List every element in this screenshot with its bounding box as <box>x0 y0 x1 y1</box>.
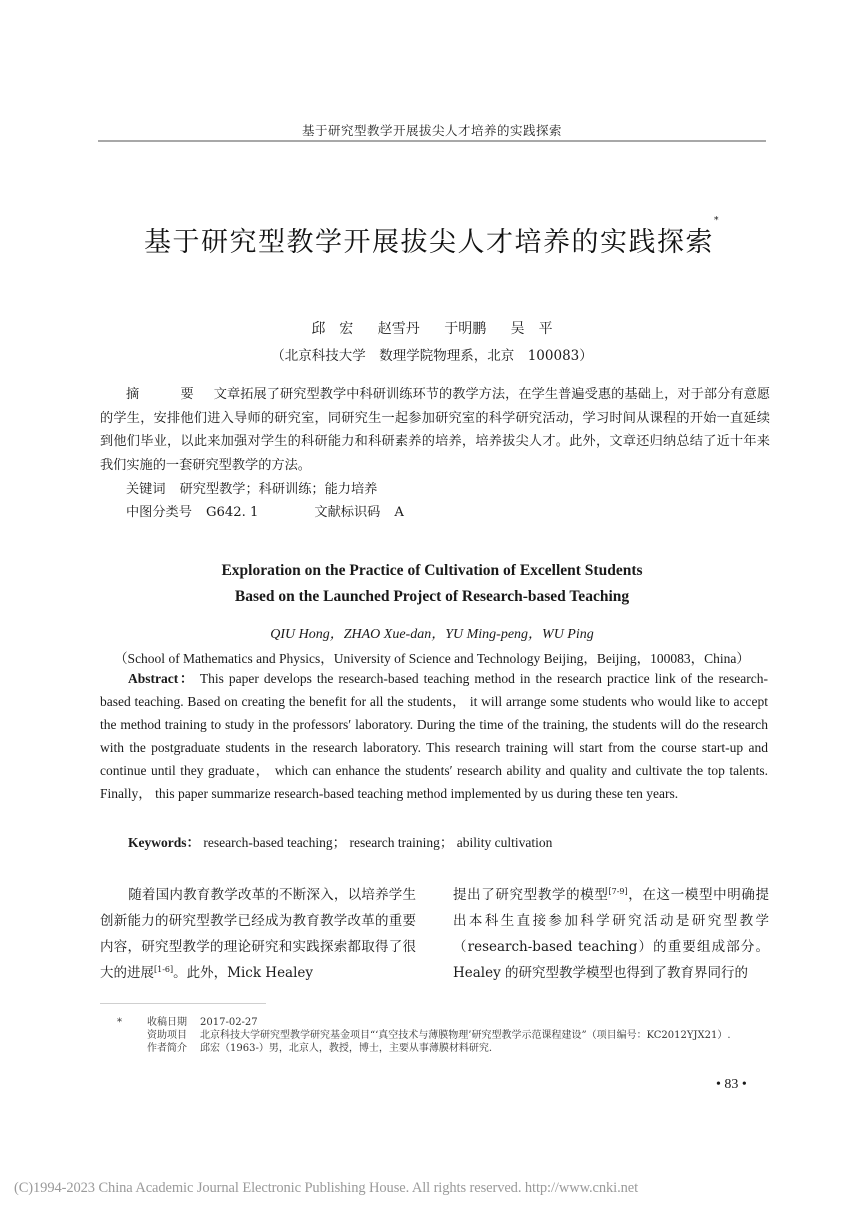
footnote-rule <box>100 1003 266 1004</box>
doc-code-label: 文献标识码 <box>314 505 381 520</box>
footnote-label: 资助项目 <box>147 1030 187 1041</box>
citation: [7-9] <box>608 887 628 896</box>
abstract-text: 文章拓展了研究型教学中科研训练环节的教学方法，在学生普遍受惠的基础上，对于部分有意愿的学生，安排他们进入导师的研究室，同研究生一起参加研究室的科学研究活动，学习时间从课程的开始一直延续到他们毕业，以此来加强对学生的科研能力和科研素养的培养，培养拔尖人才。此外，文章还归纳总结了近十年来我们实施的一套研究型教学的方法。 <box>100 387 771 473</box>
english-keywords-label: Keywords： <box>128 835 200 850</box>
english-abstract <box>100 667 768 805</box>
footnotes <box>117 1016 820 1055</box>
english-affiliation: （School of Mathematics and Physics，University of Science and Technology Beijing，Beijing，100083，China） <box>114 651 750 666</box>
english-keywords-text: research-based teaching； research training； ability cultivation <box>203 835 553 850</box>
footnote-label: 作者简介 <box>147 1043 187 1054</box>
body-column-right <box>453 882 769 986</box>
abstract-label: 摘 要 <box>126 387 208 402</box>
author: 吴 平 <box>510 321 553 337</box>
footnote-star: * <box>117 1017 122 1028</box>
author: 于明鹏 <box>444 321 487 337</box>
keywords-text: 研究型教学；科研训练；能力培养 <box>179 482 378 497</box>
classification-line <box>126 501 404 520</box>
paper-title <box>0 216 864 259</box>
english-keywords <box>128 831 552 851</box>
chinese-abstract <box>100 383 770 477</box>
body-text: 。此外，Mick Healey <box>173 965 314 981</box>
running-head: 基于研究型教学开展拔尖人才培养的实践探索 <box>301 123 562 138</box>
title-footnote-mark: * <box>714 216 720 226</box>
footnote-author <box>117 1042 820 1055</box>
footnote-received <box>117 1016 820 1029</box>
english-authors: QIU Hong，ZHAO Xue-dan，YU Ming-peng，WU Ping <box>270 627 594 642</box>
keywords-label: 关键词 <box>126 482 166 497</box>
clc-value: G642. 1 <box>205 505 259 520</box>
english-abstract-label: Abstract： <box>128 671 196 686</box>
author: 赵雪丹 <box>377 321 420 337</box>
citation: [1-6] <box>154 965 174 974</box>
english-title-line: Exploration on the Practice of Cultivation of Excellent Students <box>221 562 643 579</box>
english-title-line: Based on the Launched Project of Research-based Teaching <box>234 588 630 605</box>
body-text: 提出了研究型教学的模型 <box>453 887 609 903</box>
body-column-left <box>100 882 416 986</box>
english-title <box>0 558 864 610</box>
copyright-notice: (C)1994-2023 China Academic Journal Electronic Publishing House. All rights reserved. http://www.cnki.net <box>14 1180 639 1196</box>
footnote-funding <box>117 1029 820 1042</box>
chinese-keywords <box>126 478 377 497</box>
footnote-value: 2017-02-27 <box>200 1017 258 1028</box>
body-text: ，在这一模型中明确提出本科生直接参加科学研究活动是研究型教学（research-based teaching）的重要组成部分。Healey 的研究型教学模型也得到了教育界同行的 <box>453 887 770 981</box>
clc-label: 中图分类号 <box>126 505 192 520</box>
page-number: • 83 • <box>716 1077 747 1092</box>
footnote-value: 北京科技大学研究型教学研究基金项目“‘真空技术与薄膜物理’研究型教学示范课程建设”（项目编号：KC2012YJX21）. <box>200 1030 731 1041</box>
author: 邱 宏 <box>311 321 354 337</box>
author-list <box>0 318 864 338</box>
header-rule <box>98 140 766 142</box>
footnote-label: 收稿日期 <box>147 1017 187 1028</box>
body-text: 随着国内教育教学改革的不断深入，以培养学生创新能力的研究型教学已经成为教育教学改革的重要内容，研究型教学的理论研究和实践探索都取得了很大的进展 <box>100 887 416 981</box>
footnote-value: 邱宏（1963-）男，北京人，教授，博士，主要从事薄膜材料研究. <box>200 1043 493 1054</box>
doc-code-value: A <box>394 505 404 520</box>
title-text: 基于研究型教学开展拔尖人才培养的实践探索 <box>144 227 714 258</box>
affiliation: （北京科技大学 数理学院物理系，北京 100083） <box>271 348 593 364</box>
english-abstract-text: This paper develops the research-based teaching method in the research practice link of the research-based teaching. Based on creating the benefit for all the students， it will arrange some students who would like to accept the method training to study in the professors′ laboratory. During the time of the training, the students will do the research with the postgraduate students in the research laboratory. This research training will start from the course start-up and continue until they graduate， which can enhance the students′ research ability and quality and cultivate the top talents. Finally， this paper summarize research-based teaching method implemented by us during these ten years. <box>100 671 768 801</box>
